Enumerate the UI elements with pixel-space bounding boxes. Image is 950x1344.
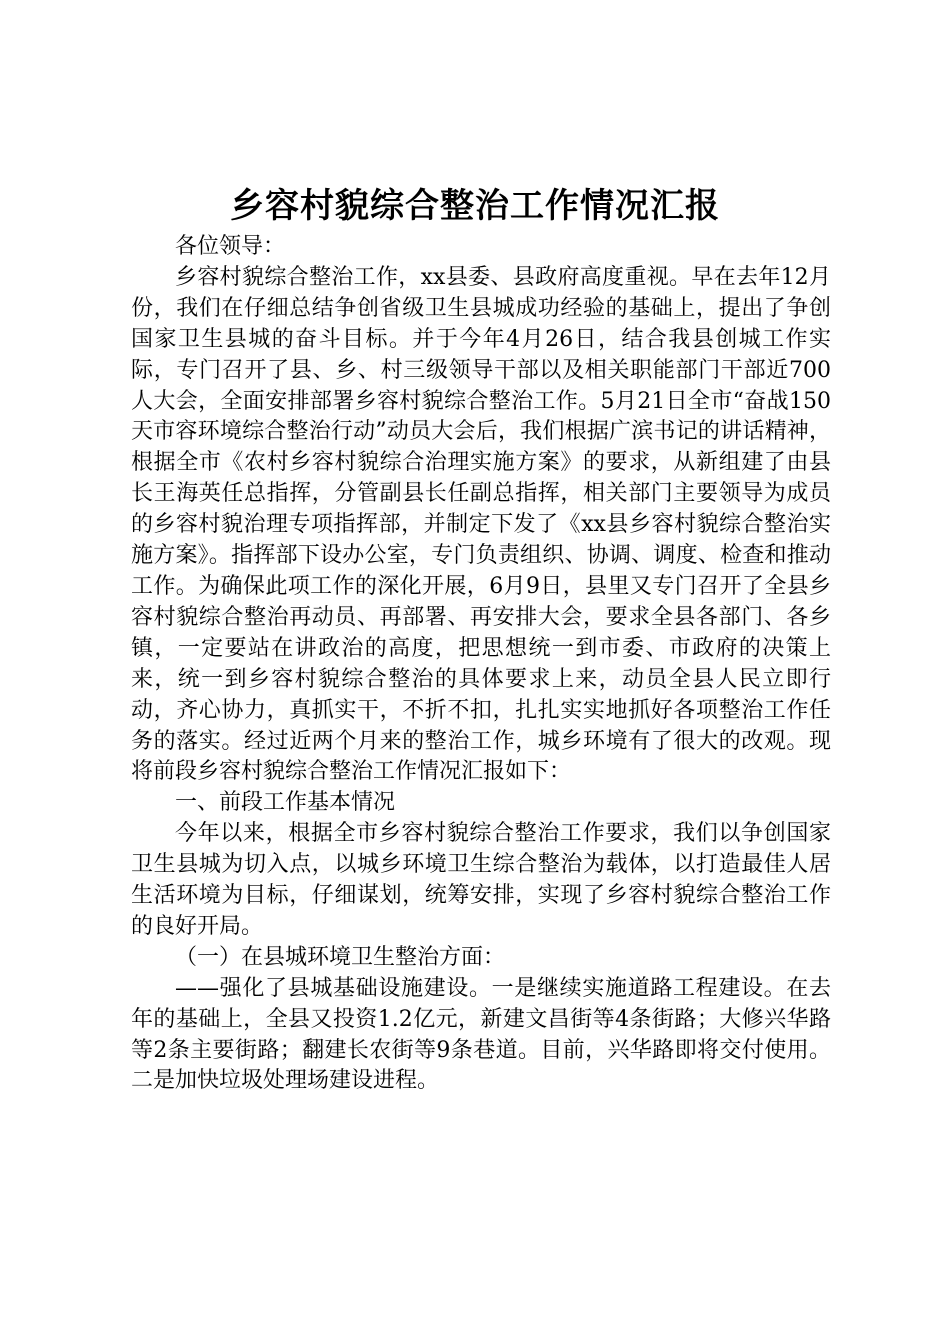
paragraph-overview: 今年以来，根据全市乡容村貌综合整治工作要求，我们以争创国家卫生县城为切入点，以城乡环境卫生综合整治为载体，以打造最佳人居生活环境为目标，仔细谋划，统筹安排，实现了乡容村貌综合整治工作的良好开局。	[131, 821, 831, 939]
paragraph-intro: 乡容村貌综合整治工作，xx县委、县政府高度重视。早在去年12月份，我们在仔细总结争创省级卫生县城成功经验的基础上，提出了争创国家卫生县城的奋斗目标。并于今年4月26日，结合我县创城工作实际，专门召开了县、乡、村三级领导干部以及相关职能部门干部近700人大会，全面安排部署乡容村貌综合整治工作。5月21日全市“奋战150天市容环境综合整治行动”动员大会后，我们根据广滨书记的讲话精神，根据全市《农村乡容村貌综合治理实施方案》的要求，从新组建了由县长王海英任总指挥，分管副县长任副总指挥，相关部门主要领导为成员的乡容村貌治理专项指挥部，并制定下发了《xx县乡容村貌综合整治实施方案》。指挥部下设办公室，专门负责组织、协调、调度、检查和推动工作。为确保此项工作的深化开展，6月9日，县里又专门召开了全县乡容村貌综合整治再动员、再部署、再安排大会，要求全县各部门、各乡镇，一定要站在讲政治的高度，把思想统一到市委、市政府的决策上来，统一到乡容村貌综合整治的具体要求上来，动员全县人民立即行动，齐心协力，真抓实干，不折不扣，扎扎实实地抓好各项整治工作任务的落实。经过近两个月来的整治工作，城乡环境有了很大的改观。现将前段乡容村貌综合整治工作情况汇报如下：	[131, 264, 831, 785]
paragraph-infrastructure: ——强化了县城基础设施建设。一是继续实施道路工程建设。在去年的基础上，全县又投资1.2亿元，新建文昌街等4条街路；大修兴华路等2条主要街路；翻建长农街等9条巷道。目前，兴华路即将交付使用。二是加快垃圾处理场建设进程。	[131, 975, 831, 1094]
section-heading-1: 一、前段工作基本情况	[175, 790, 396, 816]
salutation: 各位领导：	[175, 234, 286, 259]
subsection-heading-1: （一）在县城环境卫生整治方面：	[175, 944, 506, 970]
document-body	[131, 232, 831, 1097]
document-title: 乡容村貌综合整治工作情况汇报	[230, 186, 720, 226]
